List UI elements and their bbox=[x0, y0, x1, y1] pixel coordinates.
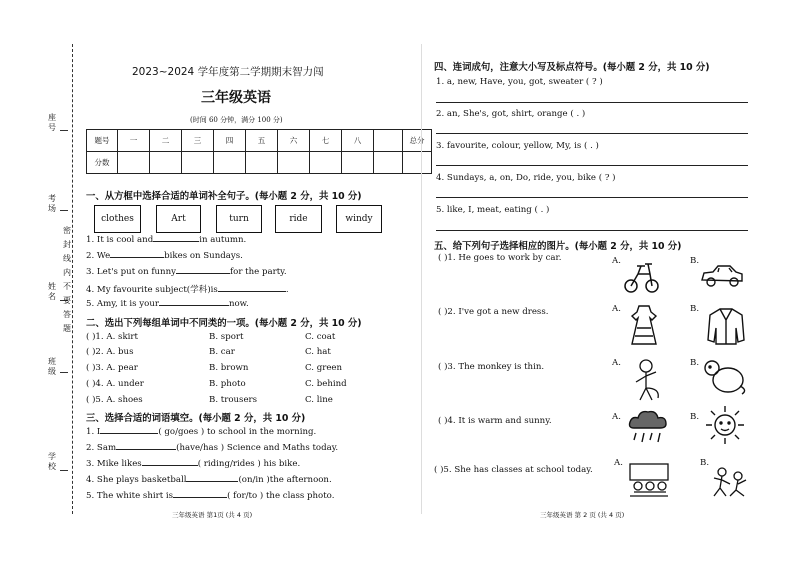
seal-char: 题 bbox=[63, 324, 71, 333]
seal-char: 内 bbox=[63, 268, 71, 277]
s5-q3-label-b: B. bbox=[690, 358, 700, 368]
s5-q4-label-a: A. bbox=[612, 412, 621, 422]
s5-q5-label-a: A. bbox=[614, 458, 623, 468]
s1-q1: 1. It is cool and in autumn. bbox=[86, 235, 247, 245]
car-icon bbox=[700, 262, 744, 288]
s2-q4-a: ( )4. A. under bbox=[86, 379, 144, 389]
s5-q4: ( )4. It is warm and sunny. bbox=[438, 416, 552, 426]
word-box-turn: turn bbox=[216, 205, 262, 233]
seal-char: 答 bbox=[63, 310, 71, 319]
seal-char: 线 bbox=[63, 254, 71, 263]
school-label: 学校 bbox=[48, 452, 56, 471]
section1-title: 一、从方框中选择合适的单词补全句子。(每小题 2 分，共 10 分) bbox=[86, 191, 362, 202]
s5-q2: ( )2. I've got a new dress. bbox=[438, 307, 549, 317]
s4-q5: 5. like, I, meat, eating ( . ) bbox=[436, 205, 550, 215]
s2-q5-a: ( )5. A. shoes bbox=[86, 395, 143, 405]
s5-q2-label-b: B. bbox=[690, 304, 700, 314]
s2-q3-b: B. brown bbox=[209, 363, 249, 373]
s5-q5: ( )5. She has classes at school today. bbox=[434, 465, 593, 475]
seal-char: 封 bbox=[63, 240, 71, 249]
section4-title: 四、连词成句，注意大小写及标点符号。(每小题 2 分，共 10 分) bbox=[434, 62, 710, 73]
s3-q4: 4. She plays basketball (on/in )the afternoon. bbox=[86, 475, 332, 485]
s4-q3: 3. favourite, colour, yellow, My, is ( . ) bbox=[436, 141, 599, 151]
subject-title: 三年级英语 bbox=[201, 90, 271, 106]
s4-q2-answer-line[interactable] bbox=[436, 133, 748, 134]
jacket-icon bbox=[706, 306, 746, 346]
bicycle-icon bbox=[622, 258, 660, 296]
seal-char: 不 bbox=[63, 282, 71, 291]
word-box-ride: ride bbox=[275, 205, 322, 233]
exam-info: (时间 60 分钟，满分 100 分) bbox=[190, 116, 283, 124]
s2-q4-b: B. photo bbox=[209, 379, 246, 389]
s1-q3: 3. Let's put on funny for the party. bbox=[86, 267, 287, 277]
classroom-icon bbox=[626, 462, 672, 498]
s1-q5: 5. Amy, it is your now. bbox=[86, 299, 249, 309]
footer-page2: 三年级英语 第 2 页 (共 4 页) bbox=[540, 511, 625, 519]
s1-q2: 2. We bikes on Sundays. bbox=[86, 251, 243, 261]
seal-char: 密 bbox=[63, 226, 71, 235]
score-table-score-row: 分数 bbox=[87, 152, 432, 174]
class-label: 班级 bbox=[48, 357, 56, 376]
s5-q2-label-a: A. bbox=[612, 304, 621, 314]
s2-q5-c: C. line bbox=[305, 395, 333, 405]
s2-q1-a: ( )1. A. skirt bbox=[86, 332, 138, 342]
s3-q1: 1. I ( go/goes ) to school in the morning. bbox=[86, 427, 317, 437]
s2-q2-c: C. hat bbox=[305, 347, 331, 357]
s4-q2: 2. an, She's, got, shirt, orange ( . ) bbox=[436, 109, 586, 119]
s3-q5: 5. The white shirt is ( for/to ) the class photo. bbox=[86, 491, 335, 501]
s3-q3: 3. Mike likes ( riding/rides ) his bike. bbox=[86, 459, 301, 469]
s2-q2-b: B. car bbox=[209, 347, 235, 357]
s5-q5-label-b: B. bbox=[700, 458, 710, 468]
s4-q4: 4. Sundays, a, on, Do, ride, you, bike ( ? ) bbox=[436, 173, 616, 183]
s4-q3-answer-line[interactable] bbox=[436, 165, 748, 166]
s2-q4-c: C. behind bbox=[305, 379, 347, 389]
rain-cloud-icon bbox=[626, 408, 670, 450]
s3-q2: 2. Sam (have/has ) Science and Maths today. bbox=[86, 443, 339, 453]
seat-label: 座号 bbox=[48, 113, 56, 132]
footer-page1: 三年级英语 第1页 (共 4 页) bbox=[172, 511, 253, 519]
section5-title: 五、给下列句子选择相应的图片。(每小题 2 分，共 10 分) bbox=[434, 241, 682, 252]
score-table bbox=[86, 129, 432, 174]
s5-q3-label-a: A. bbox=[612, 358, 621, 368]
section3-title: 三、选择合适的词语填空。(每小题 2 分，共 10 分) bbox=[86, 413, 306, 424]
word-box-clothes: clothes bbox=[94, 205, 141, 233]
name-label: 姓名 bbox=[48, 282, 56, 301]
s2-q5-b: B. trousers bbox=[209, 395, 258, 405]
s2-q1-c: C. coat bbox=[305, 332, 336, 342]
s5-q3: ( )3. The monkey is thin. bbox=[438, 362, 545, 372]
word-box-art: Art bbox=[156, 205, 201, 233]
dress-icon bbox=[628, 304, 660, 346]
playing-icon bbox=[710, 464, 750, 500]
fat-monkey-icon bbox=[702, 356, 748, 396]
exam-room-label: 考场 bbox=[48, 194, 56, 213]
s4-q1: 1. a, new, Have, you, got, sweater ( ? ) bbox=[436, 77, 603, 87]
s4-q1-answer-line[interactable] bbox=[436, 102, 748, 103]
seal-char: 要 bbox=[63, 296, 71, 305]
s5-q1-label-a: A. bbox=[612, 256, 621, 266]
s1-q4: 4. My favourite subject(学科)is . bbox=[86, 285, 289, 295]
exam-title: 2023~2024 学年度第二学期期末智力闯 bbox=[132, 66, 324, 78]
s5-q1-label-b: B. bbox=[690, 256, 700, 266]
score-table-header-row: 题号 一 二 三 四 五 六 七 八 总分 bbox=[87, 130, 432, 152]
s4-q5-answer-line[interactable] bbox=[436, 230, 748, 231]
s2-q3-c: C. green bbox=[305, 363, 343, 373]
s5-q4-label-b: B. bbox=[690, 412, 700, 422]
s2-q3-a: ( )3. A. pear bbox=[86, 363, 138, 373]
s5-q1: ( )1. He goes to work by car. bbox=[438, 253, 562, 263]
thin-monkey-icon bbox=[626, 358, 666, 402]
sun-icon bbox=[704, 404, 746, 446]
s2-q1-b: B. sport bbox=[209, 332, 244, 342]
section2-title: 二、选出下列每组单词中不同类的一项。(每小题 2 分，共 10 分) bbox=[86, 318, 362, 329]
s2-q2-a: ( )2. A. bus bbox=[86, 347, 134, 357]
seal-dashed-line bbox=[72, 44, 73, 514]
s4-q4-answer-line[interactable] bbox=[436, 197, 748, 198]
word-box-windy: windy bbox=[336, 205, 382, 233]
